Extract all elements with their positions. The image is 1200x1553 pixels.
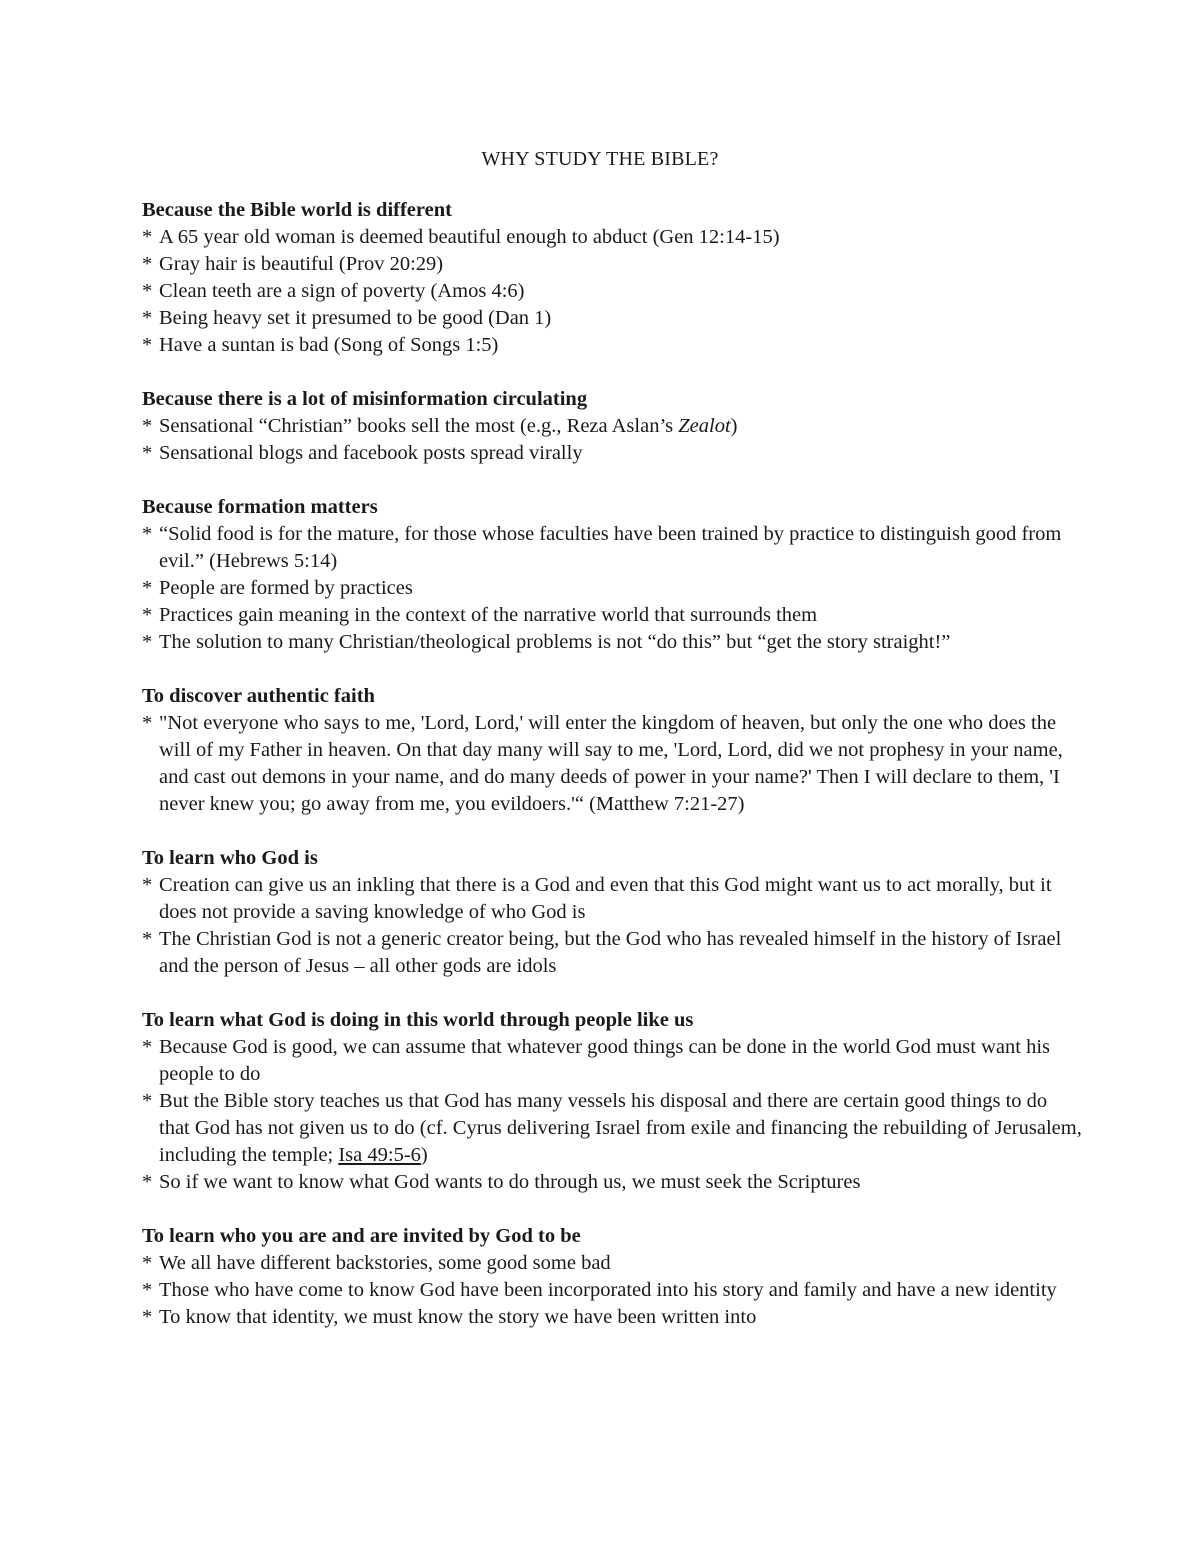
scripture-link[interactable]: Isa 49:5-6	[338, 1144, 421, 1166]
bullet-marker: *	[142, 415, 153, 437]
bullet-marker: *	[142, 631, 153, 653]
bullet-marker: *	[142, 712, 153, 734]
section-bible-world-different	[142, 197, 1082, 359]
bullet-text: People are formed by practices	[159, 577, 413, 599]
bullet-text: A 65 year old woman is deemed beautiful enough to abduct (Gen 12:14-15)	[159, 226, 780, 248]
bullet-marker: *	[142, 523, 153, 545]
bullet-item	[142, 251, 1082, 278]
bullet-text: "Not everyone who says to me, 'Lord, Lord,' will enter the kingdom of heaven, but only the one who does the will of my Father in heaven. On that day many will say to me, 'Lord, Lord, did we not prophesy in your name, and cast out demons in your name, and do many deeds of power in your name?' Then I will declare to them, 'I never knew you; go away from me, you evildoers.'“ (Matthew 7:21-27)	[159, 712, 1063, 815]
bullet-text: To know that identity, we must know the story we have been written into	[159, 1306, 757, 1328]
bullet-text: The Christian God is not a generic creator being, but the God who has revealed himself in the history of Israel and the person of Jesus – all other gods are idols	[159, 928, 1062, 977]
bullet-text: Creation can give us an inkling that there is a God and even that this God might want us to act morally, but it does not provide a saving knowledge of who God is	[159, 874, 1052, 923]
bullet-text: We all have different backstories, some good some bad	[159, 1252, 611, 1274]
bullet-item	[142, 1277, 1082, 1304]
bullet-item	[142, 1304, 1082, 1331]
bullet-text: Being heavy set it presumed to be good (Dan 1)	[159, 307, 552, 329]
bullet-text: Because God is good, we can assume that whatever good things can be done in the world God must want his people to do	[159, 1036, 1050, 1085]
bullet-item	[142, 926, 1082, 980]
bullet-text: The solution to many Christian/theological problems is not “do this” but “get the story straight!”	[159, 631, 951, 653]
document-title: WHY STUDY THE BIBLE?	[481, 148, 719, 170]
bullet-marker: *	[142, 1171, 153, 1193]
bullet-item	[142, 224, 1082, 251]
document-body	[142, 197, 1082, 1358]
bullet-text-tail: )	[730, 415, 738, 437]
bullet-item	[142, 1250, 1082, 1277]
bullet-marker: *	[142, 226, 153, 248]
bullet-marker: *	[142, 253, 153, 275]
bullet-item	[142, 1034, 1082, 1088]
bullet-text: So if we want to know what God wants to do through us, we must seek the Scriptures	[159, 1171, 861, 1193]
bullet-marker: *	[142, 604, 153, 626]
bullet-text: Those who have come to know God have been incorporated into his story and family and have a new identity	[159, 1279, 1057, 1301]
bullet-marker: *	[142, 1306, 153, 1328]
bullet-marker: *	[142, 334, 153, 356]
bullet-item	[142, 629, 1082, 656]
section-what-god-is-doing	[142, 1007, 1082, 1196]
section-who-you-are	[142, 1223, 1082, 1331]
bullet-text: But the Bible story teaches us that God has many vessels his disposal and there are certain good things to do that God has not given us to do (cf. Cyrus delivering Israel from exile and financing the rebuilding of Jerusalem, including the temple;	[159, 1090, 1082, 1166]
bullet-marker: *	[142, 1279, 153, 1301]
bullet-marker: *	[142, 280, 153, 302]
bullet-text-tail: )	[420, 1144, 428, 1166]
section-formation-matters	[142, 494, 1082, 656]
book-title-italic: Zealot	[678, 415, 731, 437]
bullet-marker: *	[142, 874, 153, 896]
bullet-text: Practices gain meaning in the context of the narrative world that surrounds them	[159, 604, 818, 626]
bullet-text: Sensational blogs and facebook posts spread virally	[159, 442, 583, 464]
bullet-item	[142, 332, 1082, 359]
section-heading: To discover authentic faith	[142, 685, 375, 707]
bullet-item	[142, 413, 1082, 440]
bullet-item	[142, 872, 1082, 926]
bullet-item	[142, 440, 1082, 467]
bullet-text: Clean teeth are a sign of poverty (Amos 4:6)	[159, 280, 525, 302]
bullet-item	[142, 1169, 1082, 1196]
bullet-item	[142, 278, 1082, 305]
bullet-text: “Solid food is for the mature, for those whose faculties have been trained by practice to distinguish good from evil.” (Hebrews 5:14)	[159, 523, 1062, 572]
bullet-marker: *	[142, 442, 153, 464]
bullet-item	[142, 1088, 1082, 1169]
bullet-item	[142, 521, 1082, 575]
section-misinformation	[142, 386, 1082, 467]
bullet-item	[142, 710, 1082, 818]
section-authentic-faith	[142, 683, 1082, 818]
section-heading: To learn what God is doing in this world through people like us	[142, 1009, 694, 1031]
bullet-text: Gray hair is beautiful (Prov 20:29)	[159, 253, 444, 275]
section-heading: Because formation matters	[142, 496, 378, 518]
section-heading: Because there is a lot of misinformation circulating	[142, 388, 588, 410]
bullet-text: Sensational “Christian” books sell the most (e.g., Reza Aslan’s	[159, 415, 679, 437]
bullet-marker: *	[142, 1090, 153, 1112]
section-heading: To learn who you are and are invited by God to be	[142, 1225, 581, 1247]
bullet-item	[142, 575, 1082, 602]
section-heading: Because the Bible world is different	[142, 199, 452, 221]
bullet-marker: *	[142, 1252, 153, 1274]
bullet-text: Have a suntan is bad (Song of Songs 1:5)	[159, 334, 499, 356]
bullet-item	[142, 602, 1082, 629]
bullet-item	[142, 305, 1082, 332]
bullet-marker: *	[142, 1036, 153, 1058]
bullet-marker: *	[142, 577, 153, 599]
section-heading: To learn who God is	[142, 847, 318, 869]
bullet-marker: *	[142, 307, 153, 329]
bullet-marker: *	[142, 928, 153, 950]
section-who-god-is	[142, 845, 1082, 980]
